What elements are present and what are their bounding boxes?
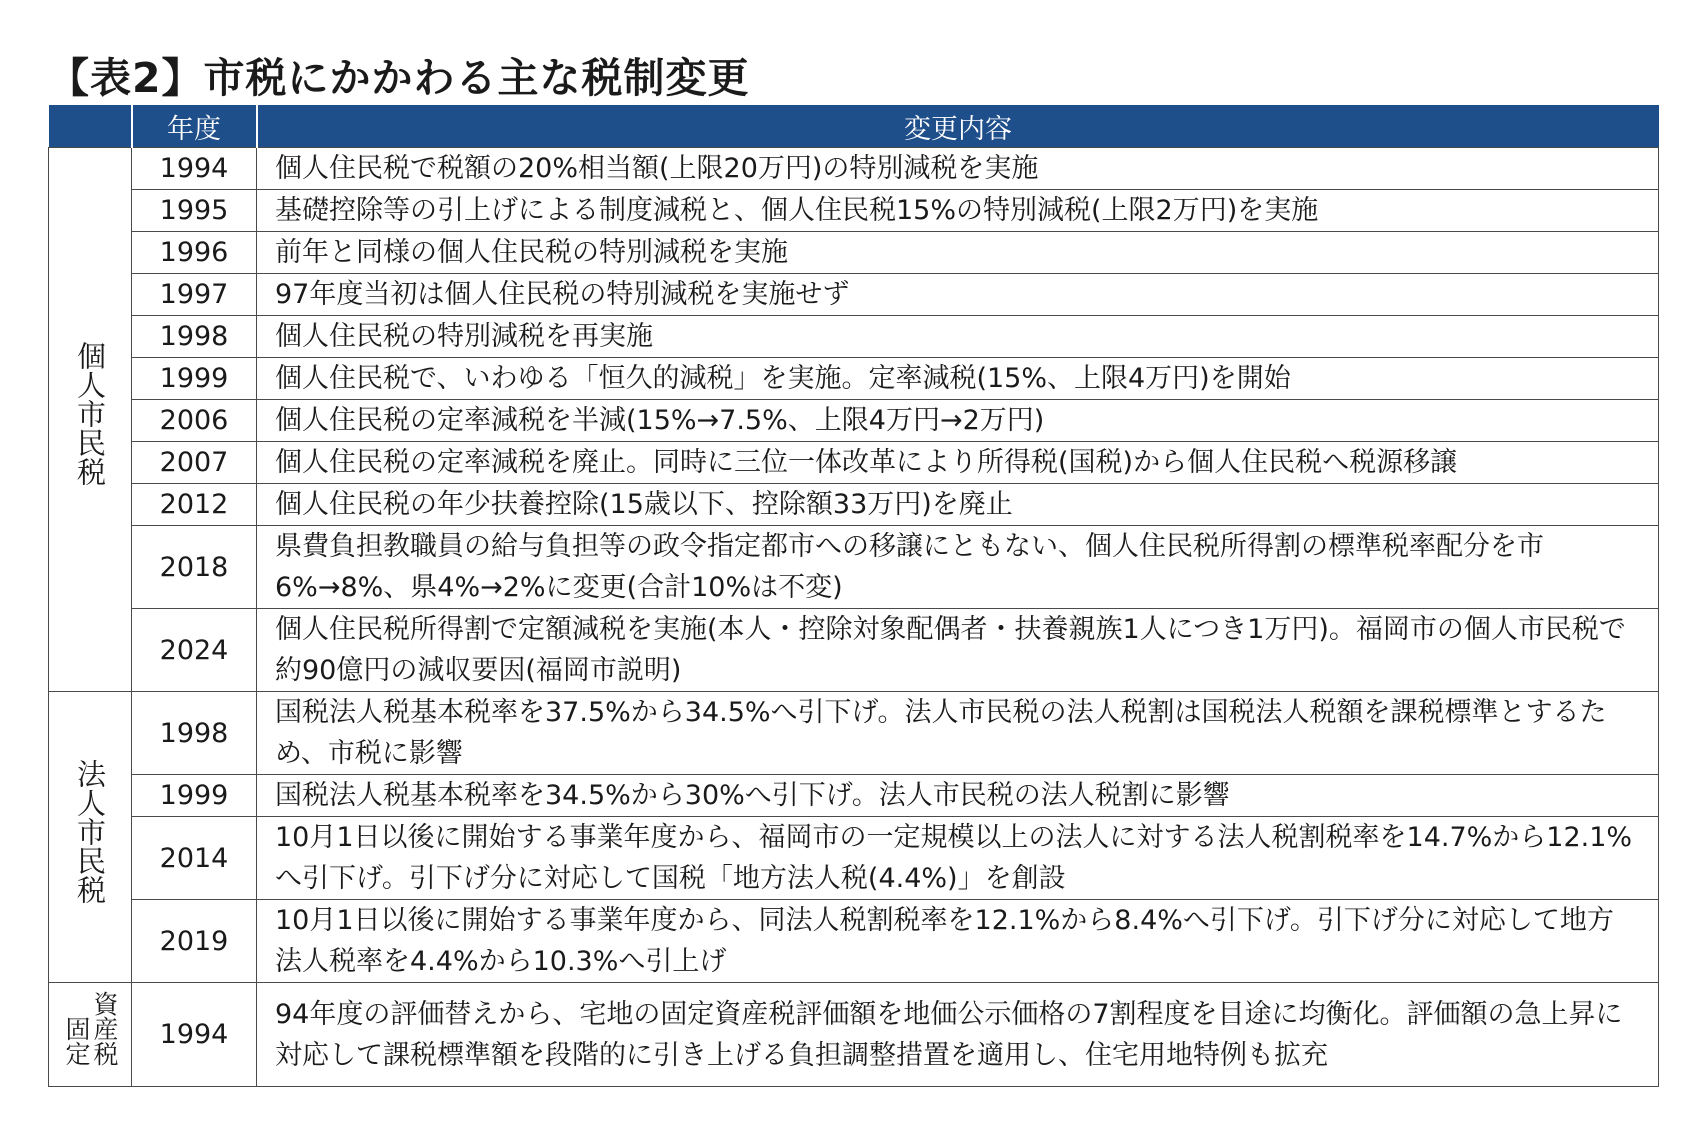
year-cell: 1999 xyxy=(132,775,257,817)
year-cell: 2018 xyxy=(132,526,257,609)
table-row xyxy=(49,484,1659,526)
year-cell: 1998 xyxy=(132,692,257,775)
table-row xyxy=(49,900,1659,983)
header-content: 変更内容 xyxy=(257,105,1659,148)
table-row xyxy=(49,442,1659,484)
content-cell: 個人住民税で税額の20%相当額(上限20万円)の特別減税を実施 xyxy=(257,148,1659,190)
year-cell: 1999 xyxy=(132,358,257,400)
table-title: 【表2】市税にかかわる主な税制変更 xyxy=(48,54,750,102)
year-cell: 2019 xyxy=(132,900,257,983)
year-cell: 2024 xyxy=(132,609,257,692)
header-year: 年度 xyxy=(132,105,257,148)
content-cell: 個人住民税で、いわゆる「恒久的減税」を実施。定率減税(15%、上限4万円)を開始 xyxy=(257,358,1659,400)
year-cell: 2014 xyxy=(132,817,257,900)
table-row xyxy=(49,400,1659,442)
content-cell: 国税法人税基本税率を37.5%から34.5%へ引下げ。法人市民税の法人税割は国税法人税額を課税標準とするため、市税に影響 xyxy=(257,692,1659,775)
content-cell: 前年と同様の個人住民税の特別減税を実施 xyxy=(257,232,1659,274)
tax-changes-table xyxy=(48,105,1659,1087)
table-row xyxy=(49,526,1659,609)
content-cell: 個人住民税の定率減税を半減(15%→7.5%、上限4万円→2万円) xyxy=(257,400,1659,442)
table-row xyxy=(49,190,1659,232)
table-header-row xyxy=(49,105,1659,148)
content-cell: 県費負担教職員の給与負担等の政令指定都市への移譲にともない、個人住民税所得割の標準税率配分を市6%→8%、県4%→2%に変更(合計10%は不変) xyxy=(257,526,1659,609)
table-row xyxy=(49,692,1659,775)
year-cell: 2007 xyxy=(132,442,257,484)
content-cell: 10月1日以後に開始する事業年度から、福岡市の一定規模以上の法人に対する法人税割税率を14.7%から12.1%へ引下げ。引下げ分に対応して国税「地方法人税(4.4%)」を創設 xyxy=(257,817,1659,900)
category-label-line: 資産税 xyxy=(90,991,119,1066)
content-cell: 10月1日以後に開始する事業年度から、同法人税割税率を12.1%から8.4%へ引下げ。引下げ分に対応して地方法人税率を4.4%から10.3%へ引上げ xyxy=(257,900,1659,983)
table-row xyxy=(49,148,1659,190)
table-row xyxy=(49,775,1659,817)
year-cell: 2006 xyxy=(132,400,257,442)
table-row xyxy=(49,817,1659,900)
category-cell-property xyxy=(49,983,132,1087)
year-cell: 1994 xyxy=(132,148,257,190)
content-cell: 個人住民税の年少扶養控除(15歳以下、控除額33万円)を廃止 xyxy=(257,484,1659,526)
year-cell: 2012 xyxy=(132,484,257,526)
content-cell: 97年度当初は個人住民税の特別減税を実施せず xyxy=(257,274,1659,316)
table-row xyxy=(49,232,1659,274)
category-cell-individual xyxy=(49,148,132,692)
category-label: 法人市民税 xyxy=(73,758,107,904)
table-row xyxy=(49,983,1659,1087)
year-cell: 1995 xyxy=(132,190,257,232)
category-cell-corporate xyxy=(49,692,132,983)
category-label-line: 固定 xyxy=(62,1016,91,1066)
content-cell: 国税法人税基本税率を34.5%から30%へ引下げ。法人市民税の法人税割に影響 xyxy=(257,775,1659,817)
table-row xyxy=(49,609,1659,692)
table-row xyxy=(49,274,1659,316)
content-cell: 個人住民税所得割で定額減税を実施(本人・控除対象配偶者・扶養親族1人につき1万円)。福岡市の個人市民税で約90億円の減収要因(福岡市説明) xyxy=(257,609,1659,692)
year-cell: 1996 xyxy=(132,232,257,274)
content-cell: 個人住民税の定率減税を廃止。同時に三位一体改革により所得税(国税)から個人住民税へ税源移譲 xyxy=(257,442,1659,484)
content-cell: 基礎控除等の引上げによる制度減税と、個人住民税15%の特別減税(上限2万円)を実施 xyxy=(257,190,1659,232)
table-row xyxy=(49,358,1659,400)
category-label: 個人市民税 xyxy=(73,341,107,486)
content-cell: 個人住民税の特別減税を再実施 xyxy=(257,316,1659,358)
header-category xyxy=(49,105,132,148)
year-cell: 1994 xyxy=(132,983,257,1087)
year-cell: 1998 xyxy=(132,316,257,358)
year-cell: 1997 xyxy=(132,274,257,316)
table-row xyxy=(49,316,1659,358)
content-cell: 94年度の評価替えから、宅地の固定資産税評価額を地価公示価格の7割程度を目途に均衡化。評価額の急上昇に対応して課税標準額を段階的に引き上げる負担調整措置を適用し、住宅用地特例も拡充 xyxy=(257,983,1659,1087)
